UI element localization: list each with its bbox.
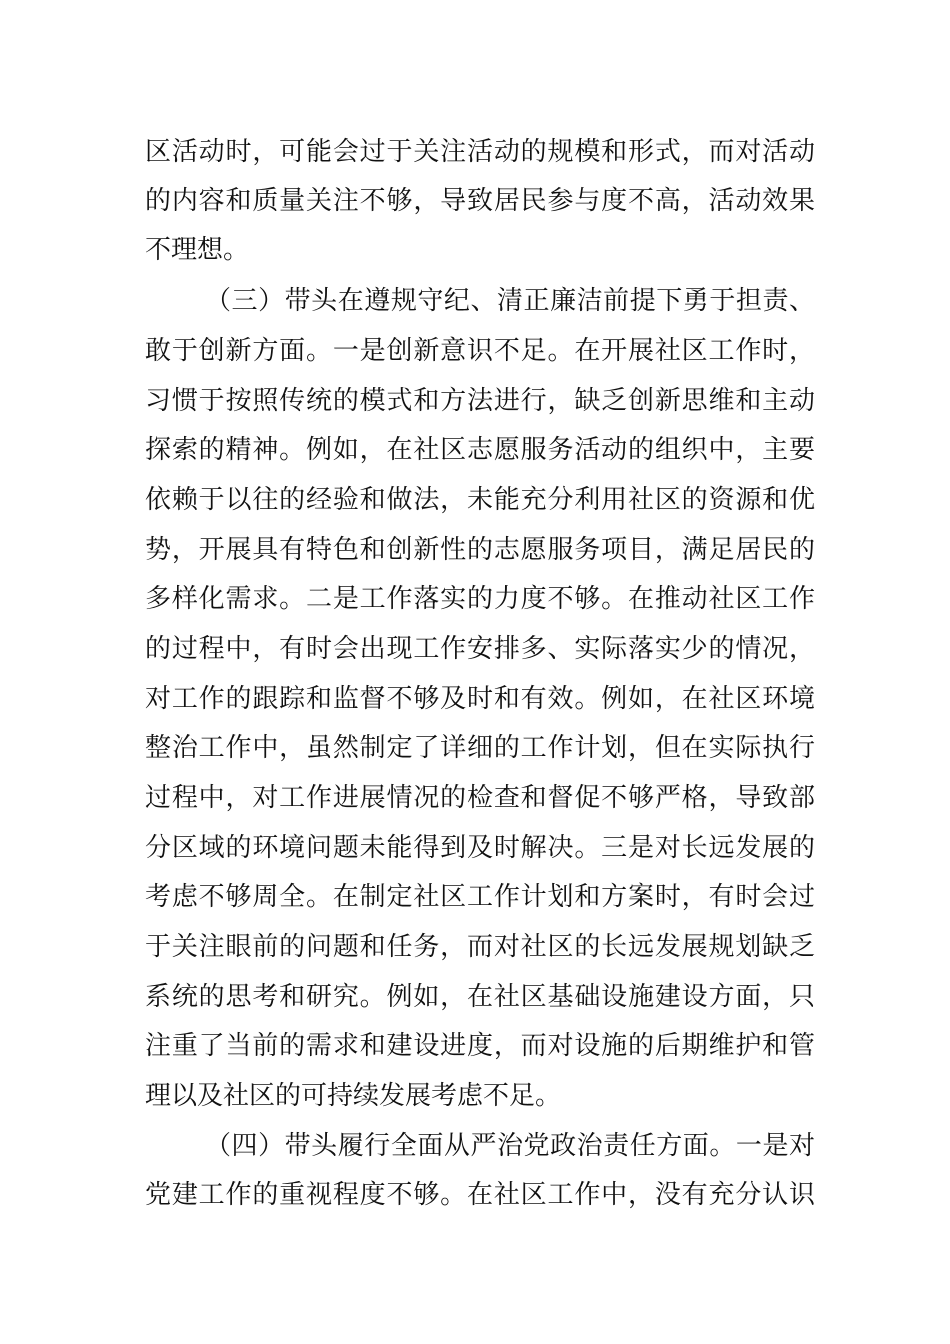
text-line: 依赖于以往的经验和做法，未能充分利用社区的资源和优 (145, 485, 815, 515)
text-line: 对工作的跟踪和监督不够及时和有效。例如，在社区环境 (145, 684, 815, 714)
text-line: 势，开展具有特色和创新性的志愿服务项目，满足居民的 (145, 535, 815, 565)
text-line: 不理想。 (145, 235, 250, 265)
text-line: 党建工作的重视程度不够。在社区工作中，没有充分认识 (145, 1180, 815, 1210)
text-line: 考虑不够周全。在制定社区工作计划和方案时，有时会过 (145, 882, 815, 912)
text-line: 分区域的环境问题未能得到及时解决。三是对长远发展的 (145, 833, 815, 863)
section-heading-line: （三）带头在遵规守纪、清正廉洁前提下勇于担责、 (205, 286, 815, 316)
text-line: 整治工作中，虽然制定了详细的工作计划，但在实际执行 (145, 733, 815, 763)
text-line: 理以及社区的可持续发展考虑不足。 (145, 1081, 562, 1111)
text-line: 注重了当前的需求和建设进度，而对设施的后期维护和管 (145, 1031, 815, 1061)
text-line: 多样化需求。二是工作落实的力度不够。在推动社区工作 (145, 584, 815, 614)
text-line: 过程中，对工作进展情况的检查和督促不够严格，导致部 (145, 783, 815, 813)
text-line: 系统的思考和研究。例如，在社区基础设施建设方面，只 (145, 982, 815, 1012)
text-line: 敢于创新方面。一是创新意识不足。在开展社区工作时， (145, 336, 815, 366)
text-line: 习惯于按照传统的模式和方法进行，缺乏创新思维和主动 (145, 386, 815, 416)
text-line: 的过程中，有时会出现工作安排多、实际落实少的情况， (145, 634, 815, 664)
text-line: 的内容和质量关注不够，导致居民参与度不高，活动效果 (145, 186, 815, 216)
text-line: 于关注眼前的问题和任务，而对社区的长远发展规划缺乏 (145, 932, 815, 962)
text-line: 探索的精神。例如，在社区志愿服务活动的组织中，主要 (145, 435, 815, 465)
section-heading-line: （四）带头履行全面从严治党政治责任方面。一是对 (205, 1131, 815, 1161)
text-line: 区活动时，可能会过于关注活动的规模和形式，而对活动 (145, 137, 815, 167)
